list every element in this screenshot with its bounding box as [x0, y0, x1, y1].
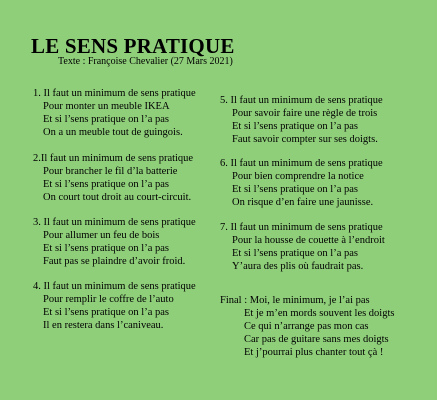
stanza-3: [33, 216, 196, 268]
stanza-line: On a un meuble tout de guingois.: [43, 127, 183, 138]
stanza-line: Et j’pourrai plus chanter tout çà !: [244, 347, 384, 358]
stanza-line: Pour allumer un feu de bois: [43, 230, 160, 241]
stanza-line: 3. Il faut un minimum de sens pratique: [33, 217, 196, 228]
stanza-line: Pour la housse de couette à l’endroit: [232, 235, 385, 246]
stanza-line: Final : Moi, le minimum, je l’ai pas: [220, 295, 370, 306]
final-stanza: [220, 294, 394, 359]
stanza-line: On risque d’en faire une jaunisse.: [232, 197, 374, 208]
stanza-line: Il en restera dans l’caniveau.: [43, 320, 164, 331]
stanza-line: Y’aura des plis où faudrait pas.: [232, 261, 364, 272]
stanza-line: Pour remplir le coffre de l’auto: [43, 294, 174, 305]
stanza-line: Faut savoir compter sur ses doigts.: [232, 134, 378, 145]
stanza-line: Et si l’sens pratique on l’a pas: [43, 243, 169, 254]
stanza-1: [33, 87, 196, 139]
author-credit: Texte : Françoise Chevalier (27 Mars 2021): [58, 56, 233, 67]
stanza-line: Et si l’sens pratique on l’a pas: [232, 121, 358, 132]
stanza-line: Pour savoir faire une règle de trois: [232, 108, 378, 119]
stanza-line: 7. Il faut un minimum de sens pratique: [220, 222, 383, 233]
stanza-line: Et si l’sens pratique on l’a pas: [43, 114, 169, 125]
stanza-line: Faut pas se plaindre d’avoir froid.: [43, 256, 186, 267]
stanza-7: [220, 221, 385, 273]
stanza-line: 6. Il faut un minimum de sens pratique: [220, 158, 383, 169]
poem-title: LE SENS PRATIQUE: [31, 34, 235, 58]
stanza-line: Pour monter un meuble IKEA: [43, 101, 170, 112]
stanza-line: 2.Il faut un minimum de sens pratique: [33, 153, 194, 164]
stanza-line: Et si l’sens pratique on l’a pas: [232, 248, 358, 259]
stanza-4: [33, 280, 196, 332]
stanza-6: [220, 157, 383, 209]
stanza-line: Et si l’sens pratique on l’a pas: [43, 307, 169, 318]
stanza-line: 1. Il faut un minimum de sens pratique: [33, 88, 196, 99]
stanza-2: [33, 152, 193, 204]
stanza-line: On court tout droit au court-circuit.: [43, 192, 192, 203]
stanza-line: Pour brancher le fil d’la batterie: [43, 166, 178, 177]
stanza-line: 5. Il faut un minimum de sens pratique: [220, 95, 383, 106]
stanza-line: Et je m’en mords souvent les doigts: [244, 308, 395, 319]
stanza-line: Ce qui n’arrange pas mon cas: [244, 321, 369, 332]
stanza-line: Et si l’sens pratique on l’a pas: [232, 184, 358, 195]
stanza-line: 4. Il faut un minimum de sens pratique: [33, 281, 196, 292]
stanza-line: Pour bien comprendre la notice: [232, 171, 364, 182]
stanza-line: Et si l’sens pratique on l’a pas: [43, 179, 169, 190]
stanza-line: Car pas de guitare sans mes doigts: [244, 334, 389, 345]
stanza-5: [220, 94, 383, 146]
